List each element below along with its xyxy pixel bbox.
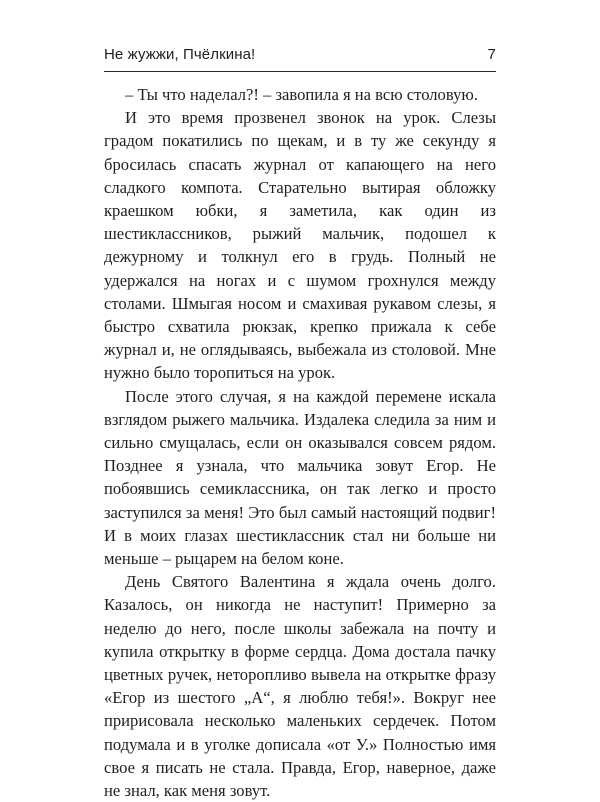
body-text bbox=[104, 83, 496, 802]
paragraph: После этого случая, я на каждой перемене искала взглядом рыжего мальчика. Издалека следила за ним и сильно смущалась, если он оказывался совсем рядом. Позднее я узнала, что мальчика зовут Егор. Не побоявшись семиклассника, он так легко и просто заступился за меня! Это был самый настоящий подвиг! И в моих глазах шестиклассник стал ни больше ни меньше – рыцарем на белом коне. bbox=[104, 386, 496, 569]
page-number: 7 bbox=[487, 46, 496, 63]
paragraph: – Ты что наделал?! – завопила я на всю столовую. bbox=[125, 85, 478, 104]
running-header bbox=[104, 46, 496, 68]
header-rule bbox=[104, 71, 496, 72]
paragraph: День Святого Валентина я ждала очень долго. Казалось, он никогда не наступит! Примерно за неделю до него, после школы забежала на почту и купила открытку в форме сердца. Дома достала пачку цветных ручек, неторопливо вывела на открытке фразу «Егор из шестого „А“, я люблю тебя!». Вокруг нее пририсовала несколько маленьких сердечек. Потом подумала и в уголке дописала «от У.» Полностью имя свое я писать не стала. Правда, Егор, наверное, даже не знал, как меня зовут. bbox=[104, 572, 496, 801]
book-title: Не жужжи, Пчёлкина! bbox=[104, 46, 256, 63]
paragraph: И это время прозвенел звонок на урок. Слезы градом покатились по щекам, и в ту же секунду я бросилась спасать журнал от капающего на него сладкого компота. Старательно вытирая обложку краешком юбки, я заметила, как один из шестиклассников, рыжий мальчик, подошел к дежурному и толкнул его в грудь. Полный не удержался на ногах и с шумом грохнулся между столами. Шмыгая носом и смахивая рукавом слезы, я быстро схватила рюкзак, крепко прижала к себе журнал и, не оглядываясь, выбежала из столовой. Мне нужно было торопиться на урок. bbox=[104, 108, 496, 383]
